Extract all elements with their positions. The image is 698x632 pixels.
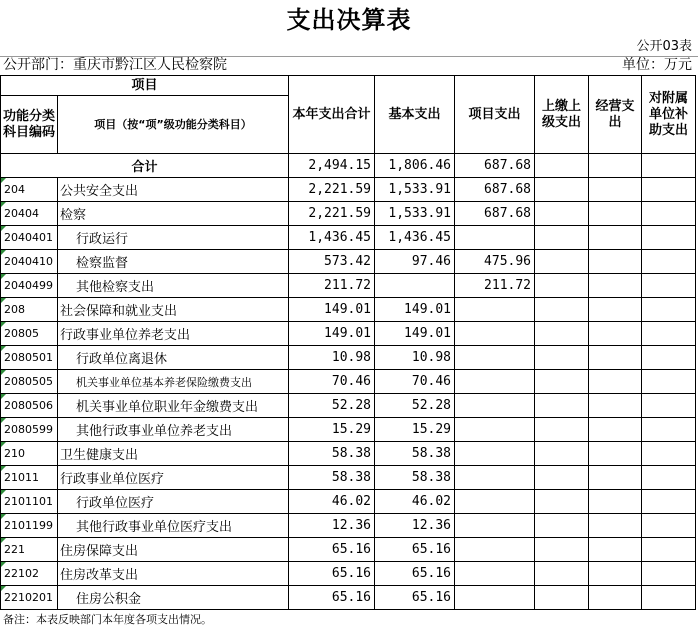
- code-cell: 2210201: [1, 586, 58, 610]
- project-cell: 475.96: [455, 250, 535, 274]
- item-name-cell: 检察监督: [58, 250, 289, 274]
- table-row: [1, 346, 696, 370]
- project-cell: [455, 466, 535, 490]
- project-cell: [455, 490, 535, 514]
- table-row: [1, 562, 696, 586]
- code-cell: 221: [1, 538, 58, 562]
- code-cell: 21011: [1, 466, 58, 490]
- table-row: [1, 418, 696, 442]
- project-cell: [455, 394, 535, 418]
- code-cell: 20404: [1, 202, 58, 226]
- code-cell: 2040401: [1, 226, 58, 250]
- table-row: [1, 538, 696, 562]
- form-number: 公开03表: [636, 39, 692, 54]
- code-cell: 208: [1, 298, 58, 322]
- total-cell: 2,221.59: [289, 202, 375, 226]
- total-cell: 10.98: [289, 346, 375, 370]
- item-name-cell: 住房改革支出: [58, 562, 289, 586]
- upper-cell: [535, 322, 589, 346]
- subsidy-cell: [642, 274, 696, 298]
- project-cell: 687.68: [455, 202, 535, 226]
- project-cell: 687.68: [455, 178, 535, 202]
- total-cell: 149.01: [289, 322, 375, 346]
- upper-cell: [535, 514, 589, 538]
- basic-cell: 70.46: [375, 370, 455, 394]
- header-item-group: 项目: [1, 76, 289, 96]
- project-cell: 687.68: [455, 154, 535, 178]
- item-name-cell: 行政运行: [58, 226, 289, 250]
- item-name-cell: 行政事业单位养老支出: [58, 322, 289, 346]
- business-cell: [589, 202, 642, 226]
- divider: [0, 56, 698, 57]
- basic-cell: 1,533.91: [375, 202, 455, 226]
- footnote: 备注：本表反映部门本年度各项支出情况。: [3, 613, 212, 626]
- department-label: 公开部门：重庆市黔江区人民检察院: [3, 57, 227, 73]
- project-cell: [455, 322, 535, 346]
- page-title: 支出决算表: [286, 5, 412, 34]
- total-row: [1, 154, 696, 178]
- item-name-cell: 机关事业单位职业年金缴费支出: [58, 394, 289, 418]
- item-name-cell: 机关事业单位基本养老保险缴费支出: [58, 370, 289, 394]
- upper-cell: [535, 562, 589, 586]
- subsidy-cell: [642, 202, 696, 226]
- item-name-cell: 住房公积金: [58, 586, 289, 610]
- code-cell: 2080599: [1, 418, 58, 442]
- subsidy-cell: [642, 514, 696, 538]
- basic-cell: 1,533.91: [375, 178, 455, 202]
- total-cell: 46.02: [289, 490, 375, 514]
- basic-cell: 46.02: [375, 490, 455, 514]
- subsidy-cell: [642, 178, 696, 202]
- business-cell: [589, 250, 642, 274]
- table-row: [1, 586, 696, 610]
- basic-cell: 65.16: [375, 538, 455, 562]
- subsidy-cell: [642, 466, 696, 490]
- item-name-cell: 公共安全支出: [58, 178, 289, 202]
- business-cell: [589, 490, 642, 514]
- table-row: [1, 490, 696, 514]
- subsidy-cell: [642, 490, 696, 514]
- project-cell: [455, 514, 535, 538]
- upper-cell: [535, 442, 589, 466]
- basic-cell: 58.38: [375, 442, 455, 466]
- project-cell: [455, 226, 535, 250]
- table-row: [1, 274, 696, 298]
- item-name-cell: 其他行政事业单位医疗支出: [58, 514, 289, 538]
- total-cell: 12.36: [289, 514, 375, 538]
- code-cell: 2101101: [1, 490, 58, 514]
- basic-cell: 15.29: [375, 418, 455, 442]
- subsidy-cell: [642, 154, 696, 178]
- upper-cell: [535, 274, 589, 298]
- header-upper: 上缴上级支出: [535, 76, 589, 154]
- business-cell: [589, 322, 642, 346]
- basic-cell: 149.01: [375, 298, 455, 322]
- project-cell: [455, 538, 535, 562]
- subsidy-cell: [642, 538, 696, 562]
- table-row: [1, 202, 696, 226]
- table-row: [1, 250, 696, 274]
- total-cell: 65.16: [289, 562, 375, 586]
- basic-cell: 52.28: [375, 394, 455, 418]
- project-cell: [455, 346, 535, 370]
- basic-cell: 12.36: [375, 514, 455, 538]
- business-cell: [589, 298, 642, 322]
- subsidy-cell: [642, 562, 696, 586]
- total-cell: 58.38: [289, 466, 375, 490]
- code-cell: 2080501: [1, 346, 58, 370]
- basic-cell: 10.98: [375, 346, 455, 370]
- project-cell: 211.72: [455, 274, 535, 298]
- item-name-cell: 其他检察支出: [58, 274, 289, 298]
- business-cell: [589, 514, 642, 538]
- table-row: [1, 370, 696, 394]
- header-project: 项目支出: [455, 76, 535, 154]
- upper-cell: [535, 346, 589, 370]
- business-cell: [589, 442, 642, 466]
- total-cell: 149.01: [289, 298, 375, 322]
- upper-cell: [535, 154, 589, 178]
- project-cell: [455, 418, 535, 442]
- total-cell: 2,221.59: [289, 178, 375, 202]
- table-row: [1, 298, 696, 322]
- table-row: [1, 442, 696, 466]
- business-cell: [589, 418, 642, 442]
- project-cell: [455, 562, 535, 586]
- header-code: 功能分类科目编码: [1, 96, 58, 154]
- subsidy-cell: [642, 370, 696, 394]
- total-cell: 70.46: [289, 370, 375, 394]
- business-cell: [589, 178, 642, 202]
- header-basic: 基本支出: [375, 76, 455, 154]
- upper-cell: [535, 178, 589, 202]
- item-name-cell: 社会保障和就业支出: [58, 298, 289, 322]
- item-name-cell: 卫生健康支出: [58, 442, 289, 466]
- upper-cell: [535, 202, 589, 226]
- upper-cell: [535, 298, 589, 322]
- project-cell: [455, 298, 535, 322]
- header-business: 经营支出: [589, 76, 642, 154]
- upper-cell: [535, 466, 589, 490]
- subsidy-cell: [642, 346, 696, 370]
- subsidy-cell: [642, 250, 696, 274]
- unit-label: 单位：万元: [622, 57, 692, 73]
- upper-cell: [535, 586, 589, 610]
- business-cell: [589, 346, 642, 370]
- expenditure-table: [0, 75, 696, 610]
- basic-cell: 65.16: [375, 586, 455, 610]
- subsidy-cell: [642, 226, 696, 250]
- upper-cell: [535, 370, 589, 394]
- upper-cell: [535, 394, 589, 418]
- total-cell: 65.16: [289, 586, 375, 610]
- table-row: [1, 394, 696, 418]
- upper-cell: [535, 490, 589, 514]
- business-cell: [589, 226, 642, 250]
- project-cell: [455, 442, 535, 466]
- subsidy-cell: [642, 442, 696, 466]
- business-cell: [589, 586, 642, 610]
- total-cell: 2,494.15: [289, 154, 375, 178]
- table-row: [1, 178, 696, 202]
- subsidy-cell: [642, 586, 696, 610]
- basic-cell: 1,806.46: [375, 154, 455, 178]
- total-cell: 211.72: [289, 274, 375, 298]
- table-row: [1, 514, 696, 538]
- business-cell: [589, 274, 642, 298]
- business-cell: [589, 394, 642, 418]
- code-cell: 2080505: [1, 370, 58, 394]
- business-cell: [589, 562, 642, 586]
- total-cell: 52.28: [289, 394, 375, 418]
- business-cell: [589, 154, 642, 178]
- subsidy-cell: [642, 394, 696, 418]
- code-cell: 2101199: [1, 514, 58, 538]
- table-row: [1, 226, 696, 250]
- code-cell: 210: [1, 442, 58, 466]
- upper-cell: [535, 538, 589, 562]
- basic-cell: 149.01: [375, 322, 455, 346]
- header-total: 本年支出合计: [289, 76, 375, 154]
- business-cell: [589, 538, 642, 562]
- project-cell: [455, 370, 535, 394]
- total-cell: 15.29: [289, 418, 375, 442]
- code-cell: 2040410: [1, 250, 58, 274]
- total-cell: 65.16: [289, 538, 375, 562]
- subsidy-cell: [642, 418, 696, 442]
- basic-cell: 97.46: [375, 250, 455, 274]
- basic-cell: [375, 274, 455, 298]
- total-cell: 1,436.45: [289, 226, 375, 250]
- business-cell: [589, 370, 642, 394]
- item-name-cell: 住房保障支出: [58, 538, 289, 562]
- item-name-cell: 检察: [58, 202, 289, 226]
- subsidy-cell: [642, 298, 696, 322]
- item-name-cell: 行政事业单位医疗: [58, 466, 289, 490]
- code-cell: 2080506: [1, 394, 58, 418]
- code-cell: 2040499: [1, 274, 58, 298]
- total-label: 合计: [1, 154, 289, 178]
- business-cell: [589, 466, 642, 490]
- basic-cell: 1,436.45: [375, 226, 455, 250]
- basic-cell: 65.16: [375, 562, 455, 586]
- item-name-cell: 行政单位离退休: [58, 346, 289, 370]
- code-cell: 204: [1, 178, 58, 202]
- header-name: 项目（按“项”级功能分类科目）: [58, 96, 289, 154]
- total-cell: 573.42: [289, 250, 375, 274]
- header-subsidy: 对附属单位补助支出: [642, 76, 696, 154]
- code-cell: 20805: [1, 322, 58, 346]
- basic-cell: 58.38: [375, 466, 455, 490]
- code-cell: 22102: [1, 562, 58, 586]
- table-row: [1, 322, 696, 346]
- total-cell: 58.38: [289, 442, 375, 466]
- subsidy-cell: [642, 322, 696, 346]
- item-name-cell: 行政单位医疗: [58, 490, 289, 514]
- upper-cell: [535, 418, 589, 442]
- upper-cell: [535, 226, 589, 250]
- project-cell: [455, 586, 535, 610]
- table-row: [1, 466, 696, 490]
- item-name-cell: 其他行政事业单位养老支出: [58, 418, 289, 442]
- upper-cell: [535, 250, 589, 274]
